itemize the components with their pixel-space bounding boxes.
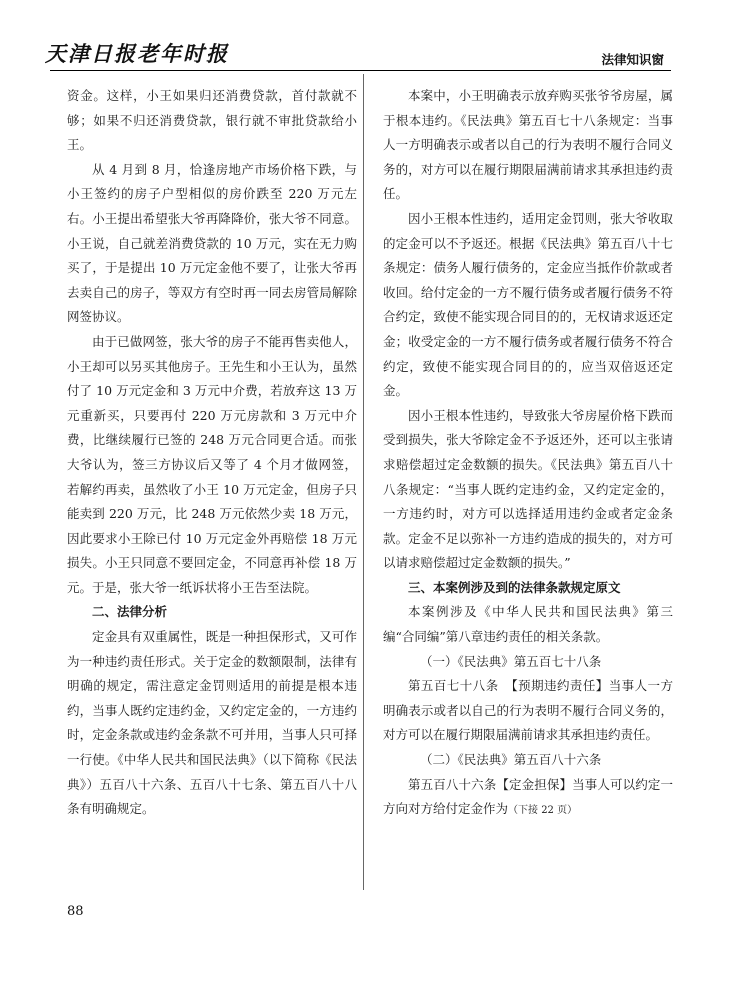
paragraph: 因小王根本性违约，适用定金罚则，张大爷收取的定金可以不予返还。根据《民法典》第五百八十七条规定：债务人履行债务的，定金应当抵作价款或者收回。给付定金的一方不履行债务或者履行债务不符合约定，致使不能实现合同目的的，无权请求返还定金；收受定金的一方不履行债务或者履行债务不符合约定，致使不能实现合同目的的，应当双倍返还定金。 <box>383 210 673 399</box>
column-divider <box>363 74 364 890</box>
sub-heading: （二）《民法典》第五百八十六条 <box>420 752 602 768</box>
paragraph: 由于已做网签，张大爷的房子不能再售卖他人，小王却可以另买其他房子。王先生和小王认为，虽然付了 10 万元定金和 3 万元中介费，若放弃这 13 万元重新买，只要再付 220 万元房款和 3 万元中介费，比继续履行已签的 248 万元合同更合适。而张大爷认为，签三方协议后又等了 4 个月才做网签，若解约再卖，虽然收了小王 10 万元定金，但房子只能卖到 220 万元，比 248 万元依然少卖 18 万元，因此要求小王除已付 10 万元定金外再赔偿 18 万元损失。小王只同意不要回定金，不同意再补偿 18 万元。于是，张大爷一纸诉状将小王告至法院。 <box>67 333 357 595</box>
page-header <box>0 0 731 80</box>
paragraph: 本案例涉及《中华人民共和国民法典》第三编“合同编”第八章违约责任的相关条款。 <box>383 604 673 645</box>
section-heading: 二、法律分析 <box>92 604 168 620</box>
paragraph <box>383 773 673 824</box>
paragraph: 资金。这样，小王如果归还消费贷款，首付款就不够；如果不归还消费贷款，银行就不审批贷款给小王。 <box>67 88 357 153</box>
page-number: 88 <box>67 904 84 919</box>
paragraph: 因小王根本性违约，导致张大爷房屋价格下跌而受到损失，张大爷除定金不予返还外，还可以主张请求赔偿超过定金数额的损失。《民法典》第五百八十八条规定：“当事人既约定违约金，又约定定金的，一方违约时，对方可以选择适用违约金或者定金条款。定金不足以弥补一方违约造成的损失的，对方可以请求赔偿超过定金数额的损失。” <box>383 407 673 571</box>
paragraph: 本案中，小王明确表示放弃购买张爷爷房屋，属于根本违约。《民法典》第五百七十八条规定：当事人一方明确表示或者以自己的行为表明不履行合同义务的，对方可以在履行期限届满前请求其承担违约责任。 <box>383 88 673 202</box>
sub-heading: （一）《民法典》第五百七十八条 <box>420 653 602 669</box>
continued-note: （下接 22 页） <box>508 805 578 817</box>
section-label: 法律知识窗 <box>601 52 664 67</box>
left-column <box>67 84 357 822</box>
paragraph: 定金具有双重属性，既是一种担保形式，又可作为一种违约责任形式。关于定金的数额限制，法律有明确的规定，需注意定金罚则适用的前提是根本违约，当事人既约定违约金，又约定定金的，一方违约时，定金条款或违约金条款不可并用，当事人只可择一行使。《中华人民共和国民法典》（以下简称《民法典》）五百八十六条、五百八十七条、第五百八十八条有明确规定。 <box>67 629 357 817</box>
right-column <box>383 84 673 824</box>
paragraph-text: 第五百八十六条【定金担保】当事人可以约定一方向对方给付定金作为 <box>383 776 673 817</box>
section-heading: 三、本案例涉及到的法律条款规定原文 <box>408 579 621 595</box>
paragraph: 从 4 月到 8 月，恰逢房地产市场价格下跌，与小王签约的房子户型相似的房价跌至 220 万元左右。小王提出希望张大爷再降降价，张大爷不同意。小王说，自己就差消费贷款的 10 万元，实在无力购买了，于是提出 10 万元定金他不要了，让张大爷再去卖自己的房子，等双方有空时再一同去房管局解除网签协议。 <box>67 161 357 325</box>
header-rule <box>50 70 671 71</box>
magazine-logo: 天津日报老年时报 <box>45 41 229 66</box>
paragraph: 第五百七十八条 【预期违约责任】当事人一方明确表示或者以自己的行为表明不履行合同义务的，对方可以在履行期限届满前请求其承担违约责任。 <box>383 678 673 743</box>
